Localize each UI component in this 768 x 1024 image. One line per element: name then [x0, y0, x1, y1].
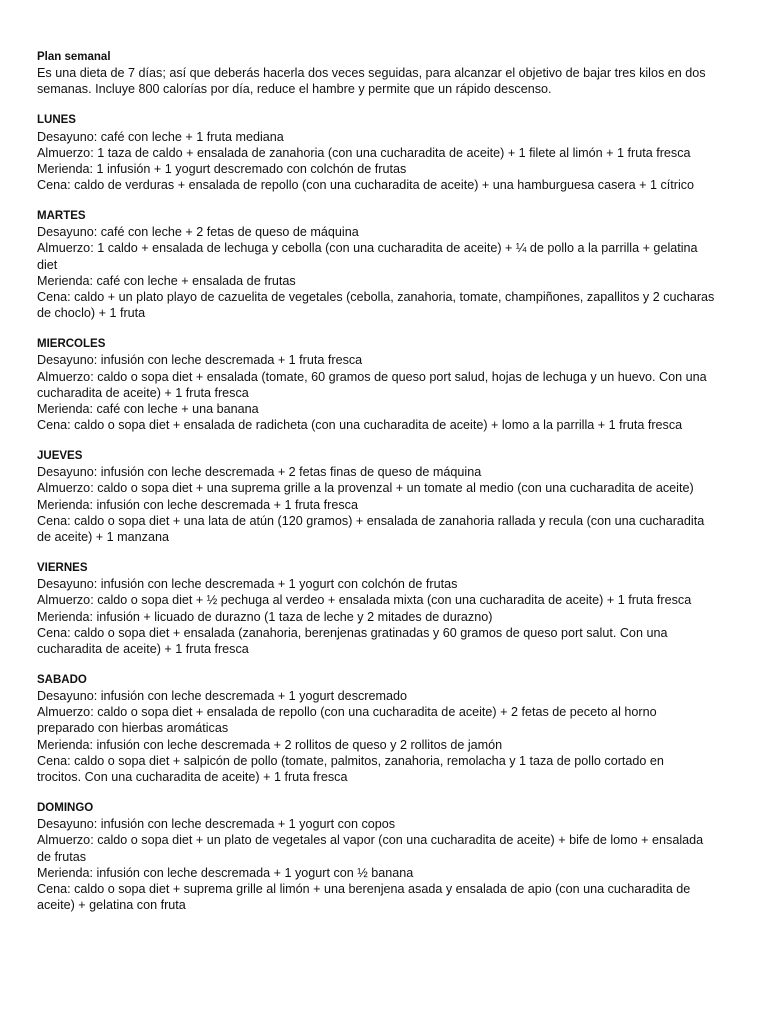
meal-desayuno: Desayuno: infusión con leche descremada + 1 yogurt descremado [37, 689, 407, 704]
meal-desayuno: Desayuno: infusión con leche descremada + 1 yogurt con colchón de frutas [37, 577, 458, 592]
day-heading: DOMINGO [37, 801, 94, 814]
meal-cena: Cena: caldo o sopa diet + ensalada (zanahoria, berenjenas gratinadas y 60 gramos de queso port salut. Con una cucharadita de aceite) + 1 fruta fresca [37, 625, 668, 656]
meal-almuerzo: Almuerzo: 1 taza de caldo + ensalada de zanahoria (con una cucharadita de aceite) + 1 filete al limón + 1 fruta fresca [37, 145, 691, 160]
meal-cena: Cena: caldo + un plato playo de cazuelita de vegetales (cebolla, zanahoria, tomate, champiñones, zapallitos y 2 cucharas de choclo) + 1 fruta [37, 290, 715, 321]
meal-cena: Cena: caldo de verduras + ensalada de repollo (con una cucharadita de aceite) + una hamburguesa casera + 1 cítrico [37, 178, 695, 193]
day-heading: JUEVES [37, 450, 83, 463]
meal-almuerzo: Almuerzo: caldo o sopa diet + ensalada de repollo (con una cucharadita de aceite) + 2 fetas de peceto al horno preparado con hierbas aromáticas [37, 705, 657, 736]
meal-almuerzo: Almuerzo: caldo o sopa diet + un plato de vegetales al vapor (con una cucharadita de aceite) + bife de lomo + ensalada de frutas [37, 833, 704, 864]
meal-cena: Cena: caldo o sopa diet + ensalada de radicheta (con una cucharadita de aceite) + lomo a la parrilla + 1 fruta fresca [37, 418, 683, 433]
intro-paragraph: Es una dieta de 7 días; así que deberás hacerla dos veces seguidas, para alcanzar el objetivo de bajar tres kilos en dos semanas. Incluye 800 calorías por día, reduce el hambre y permite que un rápido descenso. [37, 66, 706, 97]
meal-merienda: Merienda: infusión con leche descremada + 1 fruta fresca [37, 497, 358, 512]
intro-section [37, 49, 768, 98]
meal-merienda: Merienda: infusión con leche descremada + 1 yogurt con ½ banana [37, 865, 414, 880]
meal-cena: Cena: caldo o sopa diet + salpicón de pollo (tomate, palmitos, zanahoria, remolacha y 1 taza de pollo cortado en trocitos. Con una cucharadita de aceite) + 1 fruta fresca [37, 753, 664, 785]
meal-cena: Cena: caldo o sopa diet + suprema grille al limón + una berenjena asada y ensalada de apio (con una cucharadita de aceite) + gelatina con fruta [37, 881, 691, 913]
document-title: Plan semanal [37, 51, 111, 63]
meal-merienda: Merienda: café con leche + una banana [37, 401, 259, 416]
meal-desayuno: Desayuno: infusión con leche descremada + 1 yogurt con copos [37, 817, 396, 832]
day-heading: MIERCOLES [37, 338, 106, 351]
meal-cena: Cena: caldo o sopa diet + una lata de atún (120 gramos) + ensalada de zanahoria rallada y recula (con una cucharadita de aceite) + 1 manzana [37, 513, 705, 545]
day-section-lunes [37, 112, 768, 193]
meal-merienda: Merienda: infusión + licuado de durazno (1 taza de leche y 2 mitades de durazno) [37, 609, 493, 624]
meal-merienda: Merienda: infusión con leche descremada + 2 rollitos de queso y 2 rollitos de jamón [37, 737, 503, 752]
day-heading: VIERNES [37, 561, 88, 574]
day-section-viernes [37, 560, 768, 657]
day-heading: LUNES [37, 114, 76, 127]
day-heading: MARTES [37, 210, 86, 222]
meal-merienda: Merienda: café con leche + ensalada de frutas [37, 273, 296, 288]
day-heading: SABADO [37, 673, 87, 686]
day-section-sabado [37, 672, 768, 785]
meal-desayuno: Desayuno: infusión con leche descremada + 2 fetas finas de queso de máquina [37, 465, 482, 480]
meal-desayuno: Desayuno: infusión con leche descremada + 1 fruta fresca [37, 353, 363, 368]
meal-merienda: Merienda: 1 infusión + 1 yogurt descremado con colchón de frutas [37, 161, 407, 176]
meal-almuerzo: Almuerzo: caldo o sopa diet + ½ pechuga al verdeo + ensalada mixta (con una cucharadita de aceite) + 1 fruta fresca [37, 593, 692, 608]
meal-almuerzo: Almuerzo: 1 caldo + ensalada de lechuga y cebolla (con una cucharadita de aceite) + ¼ de pollo a la parrilla + gelatina diet [37, 241, 698, 272]
meal-almuerzo: Almuerzo: caldo o sopa diet + ensalada (tomate, 60 gramos de queso port salud, hojas de lechuga y un huevo. Con una cucharadita de aceite) + 1 fruta fresca [37, 369, 707, 400]
meal-desayuno: Desayuno: café con leche + 2 fetas de queso de máquina [37, 225, 359, 240]
day-section-miercoles [37, 336, 768, 433]
day-section-martes [37, 208, 768, 321]
meal-desayuno: Desayuno: café con leche + 1 fruta mediana [37, 129, 284, 144]
day-section-jueves [37, 448, 768, 545]
day-section-domingo [37, 800, 768, 913]
meal-almuerzo: Almuerzo: caldo o sopa diet + una suprema grille a la provenzal + un tomate al medio (con una cucharadita de aceite) [37, 481, 694, 496]
